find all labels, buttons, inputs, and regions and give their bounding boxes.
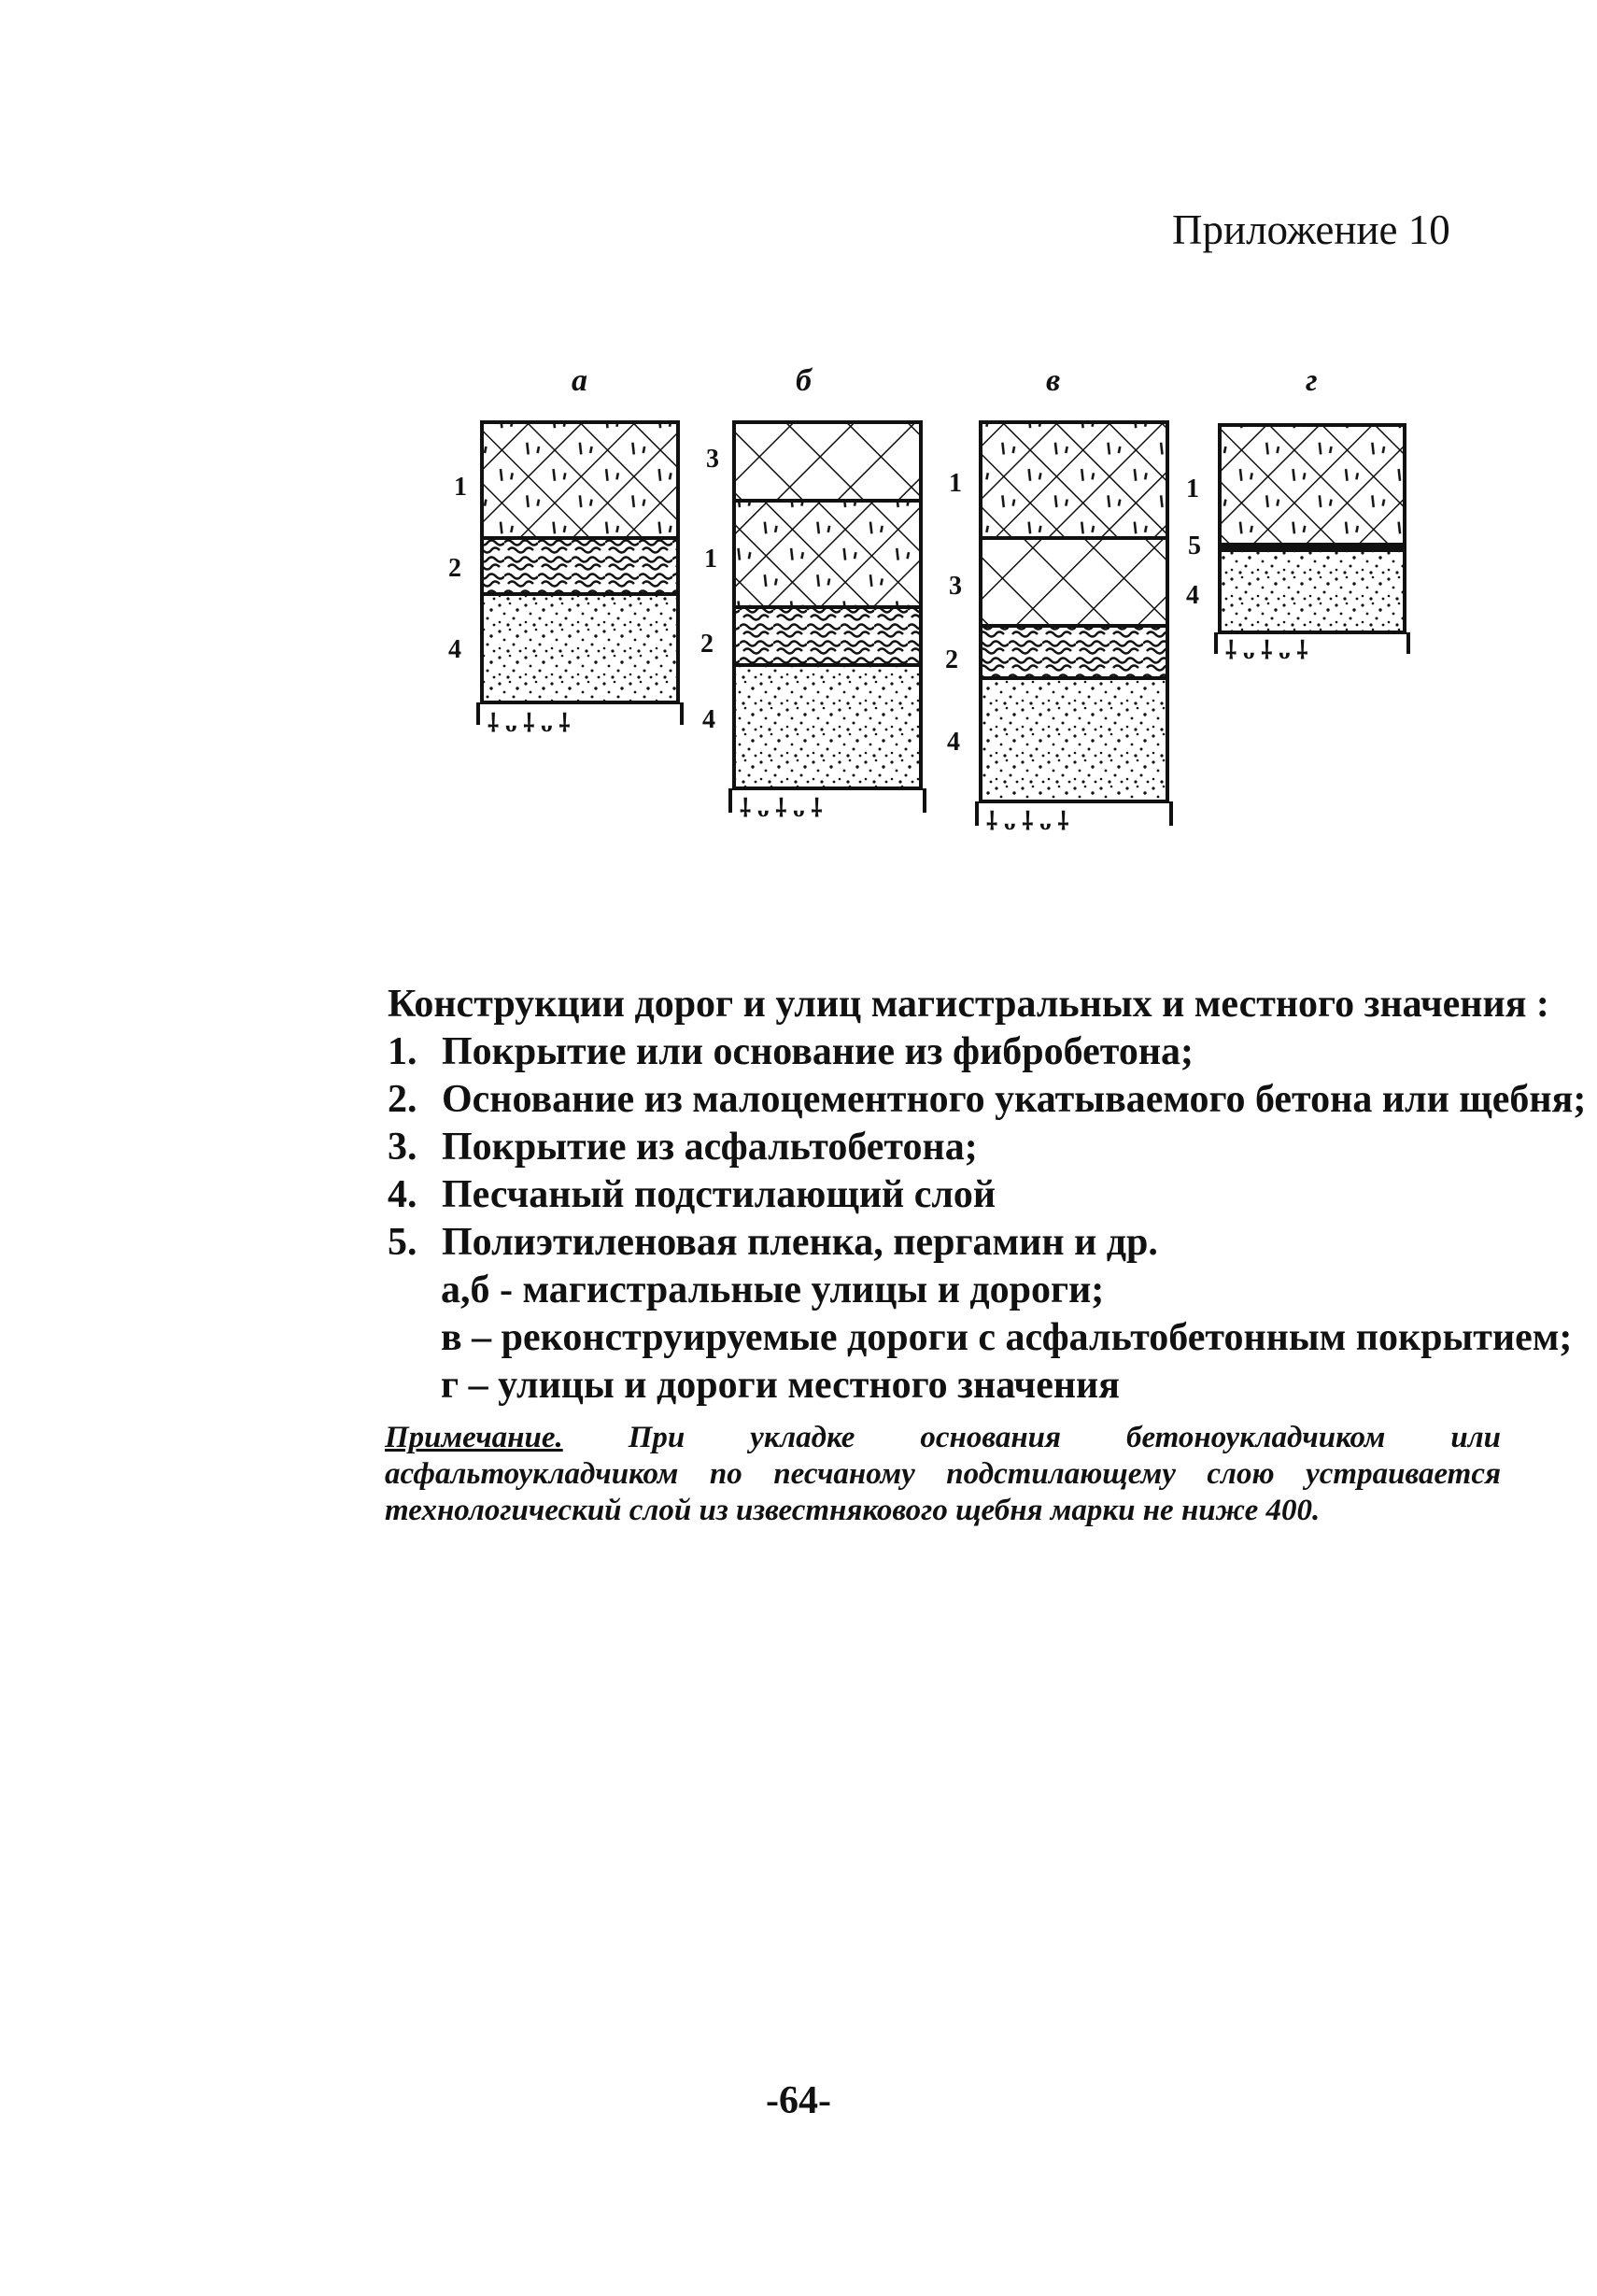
- layer-num: 3: [706, 445, 719, 474]
- section-label-a: а: [572, 363, 587, 398]
- note-text: При укладке основания бетоноукладчиком или асфальтоукладчиком по песчаному подстилающему слою устраивается технологический слой из известнякового щебня марки не ниже 400.: [385, 1421, 1501, 1527]
- road-cross-sections-figure: [0, 0, 1597, 841]
- caption-title: Конструкции дорог и улиц магистральных и местного значения :: [388, 983, 1549, 1026]
- soil-marks: ⸸ ᴗ ⸸ ᴗ ⸸: [740, 795, 823, 822]
- layer-num: 5: [1188, 531, 1201, 560]
- list-item: 1. Покрытие или основание из фибробетона;: [388, 1030, 1194, 1073]
- list-item: 3. Покрытие из асфальтобетона;: [388, 1126, 978, 1169]
- legend-line: а,б - магистральные улицы и дороги;: [441, 1268, 1105, 1311]
- list-item: 5. Полиэтиленовая пленка, пергамин и др.: [388, 1221, 1158, 1264]
- layer-num: 2: [448, 554, 461, 583]
- layer-num: 4: [947, 728, 960, 757]
- section-label-b: б: [796, 363, 812, 398]
- layer-num: 4: [1186, 581, 1199, 610]
- layer-num: 4: [702, 705, 715, 734]
- layer-num: 2: [945, 645, 958, 674]
- list-item: 2. Основание из малоцементного укатываемого бетона или щебня;: [388, 1078, 1587, 1121]
- section-a: [448, 363, 682, 737]
- note-label: Примечание.: [385, 1421, 563, 1454]
- figure-caption: [388, 981, 1587, 1410]
- section-b: [700, 363, 925, 822]
- section-g: [1186, 363, 1408, 664]
- layer-num: 2: [700, 630, 714, 659]
- legend-line: г – улицы и дороги местного значения: [441, 1364, 1120, 1407]
- appendix-heading: Приложение 10: [1172, 206, 1450, 253]
- list-item: 4. Песчаный подстилающий слой: [388, 1173, 996, 1216]
- layer-num: 3: [949, 572, 962, 601]
- layer-num: 1: [454, 473, 467, 502]
- layer-num: 1: [1186, 475, 1199, 503]
- legend-line: в – реконструируемые дороги с асфальтобетонным покрытием;: [441, 1316, 1573, 1359]
- layer-num: 1: [949, 469, 962, 498]
- section-v: [945, 363, 1171, 835]
- soil-marks: ⸸ ᴗ ⸸ ᴗ ⸸: [488, 710, 571, 737]
- note-paragraph: [385, 1420, 1501, 1529]
- section-label-v: в: [1046, 363, 1061, 398]
- layer-num: 4: [448, 635, 461, 664]
- page-number: -64-: [766, 2079, 831, 2122]
- layer-num: 1: [704, 545, 717, 574]
- soil-marks: ⸸ ᴗ ⸸ ᴗ ⸸: [986, 808, 1069, 835]
- soil-marks: ⸸ ᴗ ⸸ ᴗ ⸸: [1225, 637, 1308, 664]
- section-label-g: г: [1306, 363, 1318, 398]
